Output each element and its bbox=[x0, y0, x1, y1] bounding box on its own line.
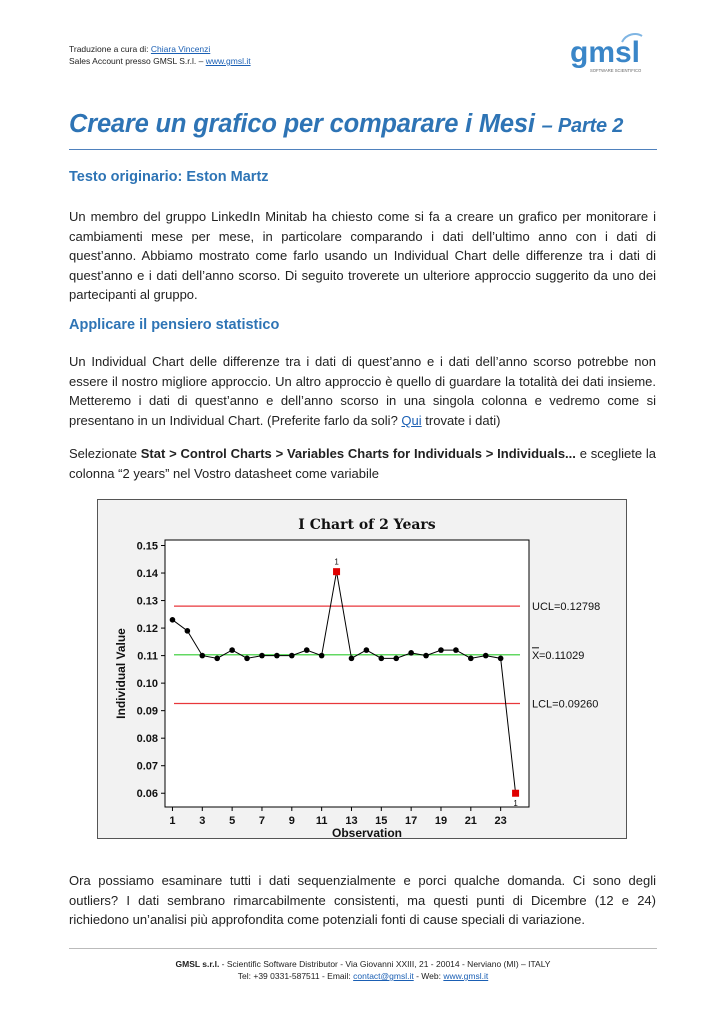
y-tick-label: 0.09 bbox=[136, 705, 158, 718]
logo-tagline: SOFTWARE SCIENTIFICO bbox=[590, 68, 642, 73]
translator-label: Traduzione a cura di: bbox=[69, 44, 151, 54]
page-title bbox=[69, 110, 623, 139]
title-main: Creare un grafico per comparare i Mesi bbox=[69, 110, 535, 138]
footer-company: GMSL s.r.l. bbox=[175, 959, 220, 969]
data-point bbox=[214, 656, 220, 662]
instr-prefix: Selezionate bbox=[69, 446, 141, 461]
y-tick-label: 0.07 bbox=[136, 760, 158, 773]
header-credits bbox=[69, 43, 251, 67]
x-tick-label: 13 bbox=[345, 815, 358, 827]
instructions-paragraph bbox=[69, 444, 656, 483]
section-heading-original-text: Testo originario: Eston Martz bbox=[69, 169, 269, 185]
approach-text: Un Individual Chart delle differenze tra i dati di quest’anno e i dati dell’anno scorso potrebbe non essere il nostro migliore approccio. Un altro approccio è quello di guardare la totalità dei dati insieme. Metteremo i dati di quest’anno e dell’anno scorso in una singola colonna e vedremo come si presentano in un Individual Chart. (Preferite farlo da soli? bbox=[69, 354, 656, 428]
plot-area bbox=[165, 540, 529, 807]
x-tick-label: 17 bbox=[405, 815, 418, 827]
translator-link[interactable]: Chiara Vincenzi bbox=[150, 44, 211, 54]
approach-text-end: trovate i dati) bbox=[421, 412, 501, 428]
data-point bbox=[244, 656, 250, 662]
ucl-label: UCL=0.12798 bbox=[532, 601, 601, 614]
out-of-control-flag: 1 bbox=[513, 799, 518, 809]
x-tick-label: 23 bbox=[494, 815, 507, 827]
y-tick-label: 0.11 bbox=[137, 650, 158, 663]
footer-web-label: - Web: bbox=[413, 971, 444, 981]
data-point bbox=[364, 647, 370, 653]
footer bbox=[69, 958, 657, 982]
title-part: – Parte 2 bbox=[541, 115, 624, 137]
sales-line bbox=[69, 55, 251, 67]
sales-label: Sales Account presso GMSL S.r.l. – bbox=[69, 56, 206, 66]
data-point bbox=[498, 656, 504, 662]
data-point bbox=[199, 653, 205, 659]
menu-path: Stat > Control Charts > Variables Charts for Individuals > Individuals... bbox=[140, 446, 576, 461]
closing-paragraph: Ora possiamo esaminare tutti i dati sequenzialmente e porci qualche domanda. Ci sono degli outliers? I dati sembrano rimarcabilmente consistenti, ma questi punti di Dicembre (12 e 24) richiedono un’analisi più approfondita come potenziali fonti di cause speciali di variazione. bbox=[69, 873, 656, 928]
y-tick-label: 0.12 bbox=[136, 623, 158, 636]
y-tick-label: 0.08 bbox=[136, 733, 158, 746]
data-point bbox=[170, 617, 176, 623]
data-point bbox=[423, 653, 429, 659]
x-axis-label: Observation bbox=[331, 826, 403, 838]
out-of-control-point bbox=[333, 568, 340, 575]
data-point bbox=[483, 653, 489, 659]
footer-contacts bbox=[69, 970, 657, 982]
x-tick-label: 7 bbox=[258, 815, 266, 827]
i-chart bbox=[98, 500, 626, 838]
intro-paragraph: Un membro del gruppo LinkedIn Minitab ha chiesto come si fa a creare un grafico per monitorare i cambiamenti mese per mese, in particolare comparando i dati dell’ultimo anno con i dati di quest’anno. Abbiamo mostrato come farlo usando un Individual Chart delle differenze tra i dati di quest’anno e i dati dell’anno scorso. Di seguito troverete un ulteriore approccio suggerito da uno dei partecipanti al gruppo. bbox=[69, 209, 656, 303]
footer-address-text: - Scientific Software Distributor - Via Giovanni XXIII, 21 - 20014 - Nerviano (MI) – ITALY bbox=[219, 959, 551, 969]
data-point bbox=[438, 647, 444, 653]
data-point bbox=[453, 647, 459, 653]
x-tick-label: 15 bbox=[375, 815, 388, 827]
mean-label: =0.11029 bbox=[539, 649, 585, 662]
i-chart-figure bbox=[97, 499, 627, 839]
y-axis-label: Individual Value bbox=[114, 628, 128, 719]
data-point bbox=[185, 628, 191, 634]
y-tick-label: 0.15 bbox=[136, 540, 158, 553]
y-tick-label: 0.10 bbox=[136, 678, 158, 691]
lcl-label: LCL=0.09260 bbox=[532, 698, 599, 711]
x-tick-label: 9 bbox=[288, 815, 295, 827]
data-point bbox=[274, 653, 280, 659]
section-heading-statistical-thinking: Applicare il pensiero statistico bbox=[69, 317, 280, 333]
footer-phone: Tel: +39 0331-587511 - Email: bbox=[237, 971, 354, 981]
mean-symbol: X bbox=[532, 649, 540, 662]
chart-title: I Chart of 2 Years bbox=[298, 517, 436, 533]
website-link-header[interactable]: www.gmsl.it bbox=[205, 56, 251, 66]
instr-suffix: e scegliete la colonna “2 years” nel Vostro datasheet come variabile bbox=[69, 446, 656, 481]
gmsl-logo bbox=[566, 30, 646, 76]
footer-divider bbox=[69, 948, 657, 949]
data-point bbox=[304, 647, 310, 653]
logo-wordmark: gmsl bbox=[570, 36, 641, 69]
y-tick-label: 0.06 bbox=[136, 788, 158, 801]
x-tick-label: 5 bbox=[229, 815, 236, 827]
footer-web-link[interactable]: www.gmsl.it bbox=[443, 971, 489, 981]
title-divider bbox=[69, 149, 657, 150]
footer-email-link[interactable]: contact@gmsl.it bbox=[353, 971, 414, 981]
x-tick-label: 21 bbox=[464, 815, 477, 827]
x-tick-label: 3 bbox=[199, 815, 206, 827]
footer-address bbox=[69, 958, 657, 970]
data-point bbox=[468, 656, 474, 662]
data-point bbox=[349, 656, 355, 662]
y-tick-label: 0.13 bbox=[136, 595, 158, 608]
approach-paragraph bbox=[69, 352, 656, 430]
data-point bbox=[259, 653, 265, 659]
x-tick-label: 11 bbox=[315, 815, 328, 827]
data-link[interactable]: Qui bbox=[401, 412, 422, 428]
x-tick-label: 19 bbox=[434, 815, 448, 827]
data-point bbox=[289, 653, 295, 659]
data-point bbox=[393, 656, 399, 662]
out-of-control-point bbox=[512, 790, 519, 797]
data-point bbox=[408, 650, 414, 656]
out-of-control-flag: 1 bbox=[334, 557, 339, 567]
translator-line bbox=[69, 43, 251, 55]
data-point bbox=[379, 656, 385, 662]
data-point bbox=[319, 653, 325, 659]
data-point bbox=[229, 647, 235, 653]
y-tick-label: 0.14 bbox=[136, 568, 158, 581]
x-tick-label: 1 bbox=[169, 815, 176, 827]
